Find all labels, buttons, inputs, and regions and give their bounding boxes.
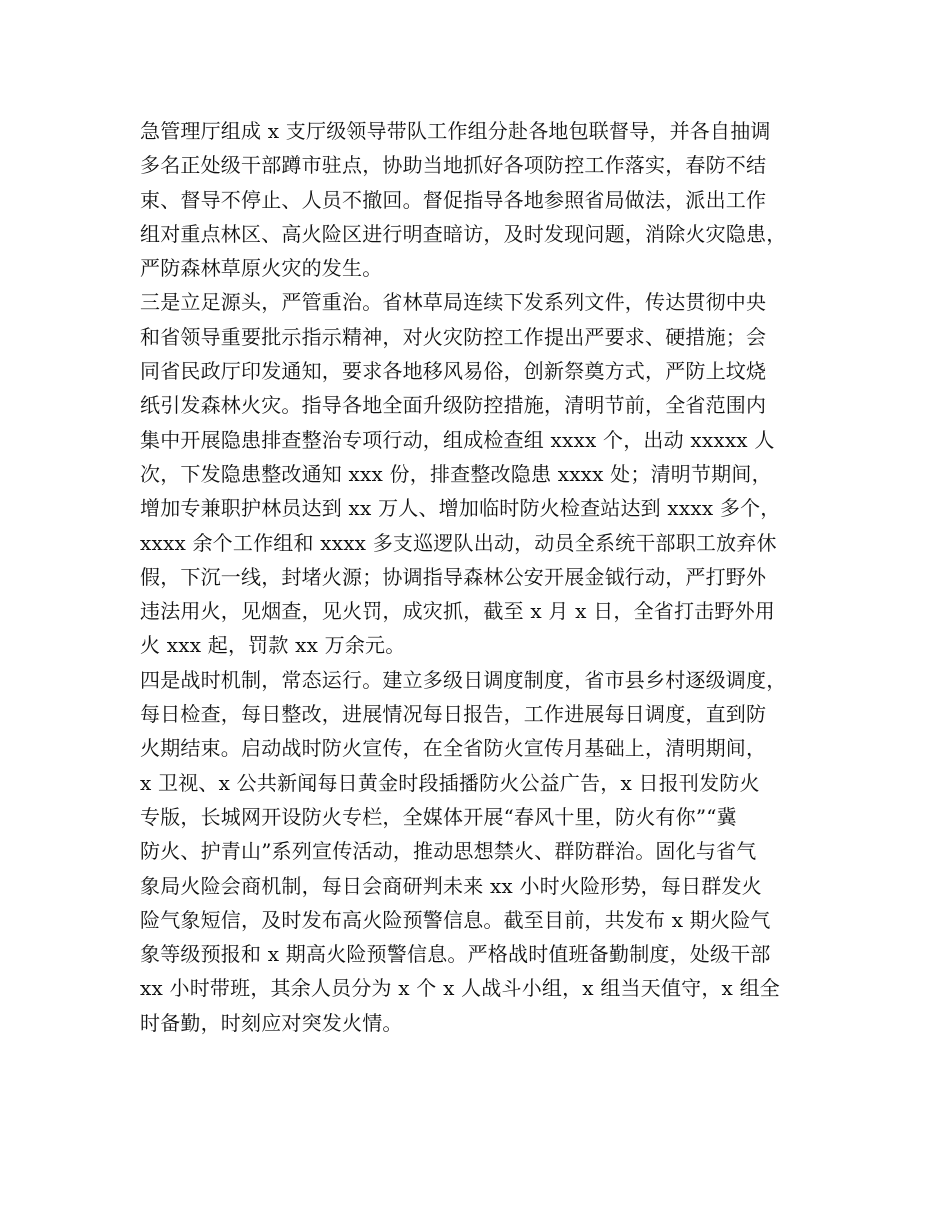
text-line: 火 xxx 起，罚款 xx 万余元。 — [140, 633, 406, 658]
text-line: 集中开展隐患排查整治专项行动，组成检查组 xxxx 个，出动 xxxxx 人 — [140, 427, 775, 452]
text-line: 专版，长城网开设防火专栏，全媒体开展“春风十里，防火有你”“冀 — [140, 804, 737, 829]
text-line: 纸引发森林火灾。指导各地全面升级防控措施，清明节前，全省范围内 — [140, 393, 767, 418]
text-line: 四是战时机制，常态运行。建立多级日调度制度，省市县乡村逐级调度， — [140, 667, 787, 692]
text-line: 违法用火，见烟查，见火罚，成灾抓，截至 x 月 x 日，全省打击野外用 — [140, 599, 775, 624]
text-line: 象等级预报和 x 期高火险预警信息。严格战时值班备勤制度，处级干部 — [140, 942, 771, 967]
text-line: 象局火险会商机制，每日会商研判未来 xx 小时火险形势，每日群发火 — [140, 873, 762, 898]
text-line: 假，下沉一线，封堵火源；协调指导森林公安开展金钺行动，严打野外 — [140, 564, 767, 589]
text-line: 急管理厅组成 x 支厅级领导带队工作组分赴各地包联督导，并各自抽调 — [140, 119, 771, 143]
text-line: 三是立足源头，严管重治。省林草局连续下发系列文件，传达贯彻中央 — [140, 290, 767, 315]
text-line: 次，下发隐患整改通知 xxx 份，排查整改隐患 xxxx 处；清明节期间， — [140, 461, 772, 486]
text-line: 每日检查，每日整改，进展情况每日报告，工作进展每日调度，直到防 — [140, 702, 767, 727]
text-line: 束、督导不停止、人员不撤回。督促指导各地参照省局做法，派出工作 — [140, 187, 767, 212]
text-line: x 卫视、x 公共新闻每日黄金时段插播防火公益广告，x 日报刊发防火 — [140, 770, 760, 795]
text-line: 多名正处级干部蹲市驻点，协助当地抓好各项防控工作落实，春防不结 — [140, 153, 767, 178]
text-line: 险气象短信，及时发布高火险预警信息。截至目前，共发布 x 期火险气 — [140, 907, 771, 932]
text-line: xxxx 余个工作组和 xxxx 多支巡逻队出动，动员全系统干部职工放弃休 — [140, 530, 777, 555]
text-line: 和省领导重要批示指示精神，对火灾防控工作提出严要求、硬措施；会 — [140, 324, 767, 349]
text-line: 增加专兼职护林员达到 xx 万人、增加临时防火检查站达到 xxxx 多个， — [140, 496, 781, 521]
text-line: 防火、护青山”系列宣传活动，推动思想禁火、群防群治。固化与省气 — [140, 839, 757, 864]
text-line: 时备勤，时刻应对突发火情。 — [140, 1010, 403, 1035]
text-line: 组对重点林区、高火险区进行明查暗访，及时发现问题，消除火灾隐患， — [140, 221, 787, 246]
text-line: 严防森林草原火灾的发生。 — [140, 256, 383, 281]
text-line: 同省民政厅印发通知，要求各地移风易俗，创新祭奠方式，严防上坟烧 — [140, 359, 767, 384]
body-text — [140, 114, 830, 1040]
text-line: xx 小时带班，其余人员分为 x 个 x 人战斗小组，x 组当天值守，x 组全 — [140, 976, 780, 1001]
text-line: 火期结束。启动战时防火宣传，在全省防火宣传月基础上，清明期间， — [140, 736, 767, 761]
